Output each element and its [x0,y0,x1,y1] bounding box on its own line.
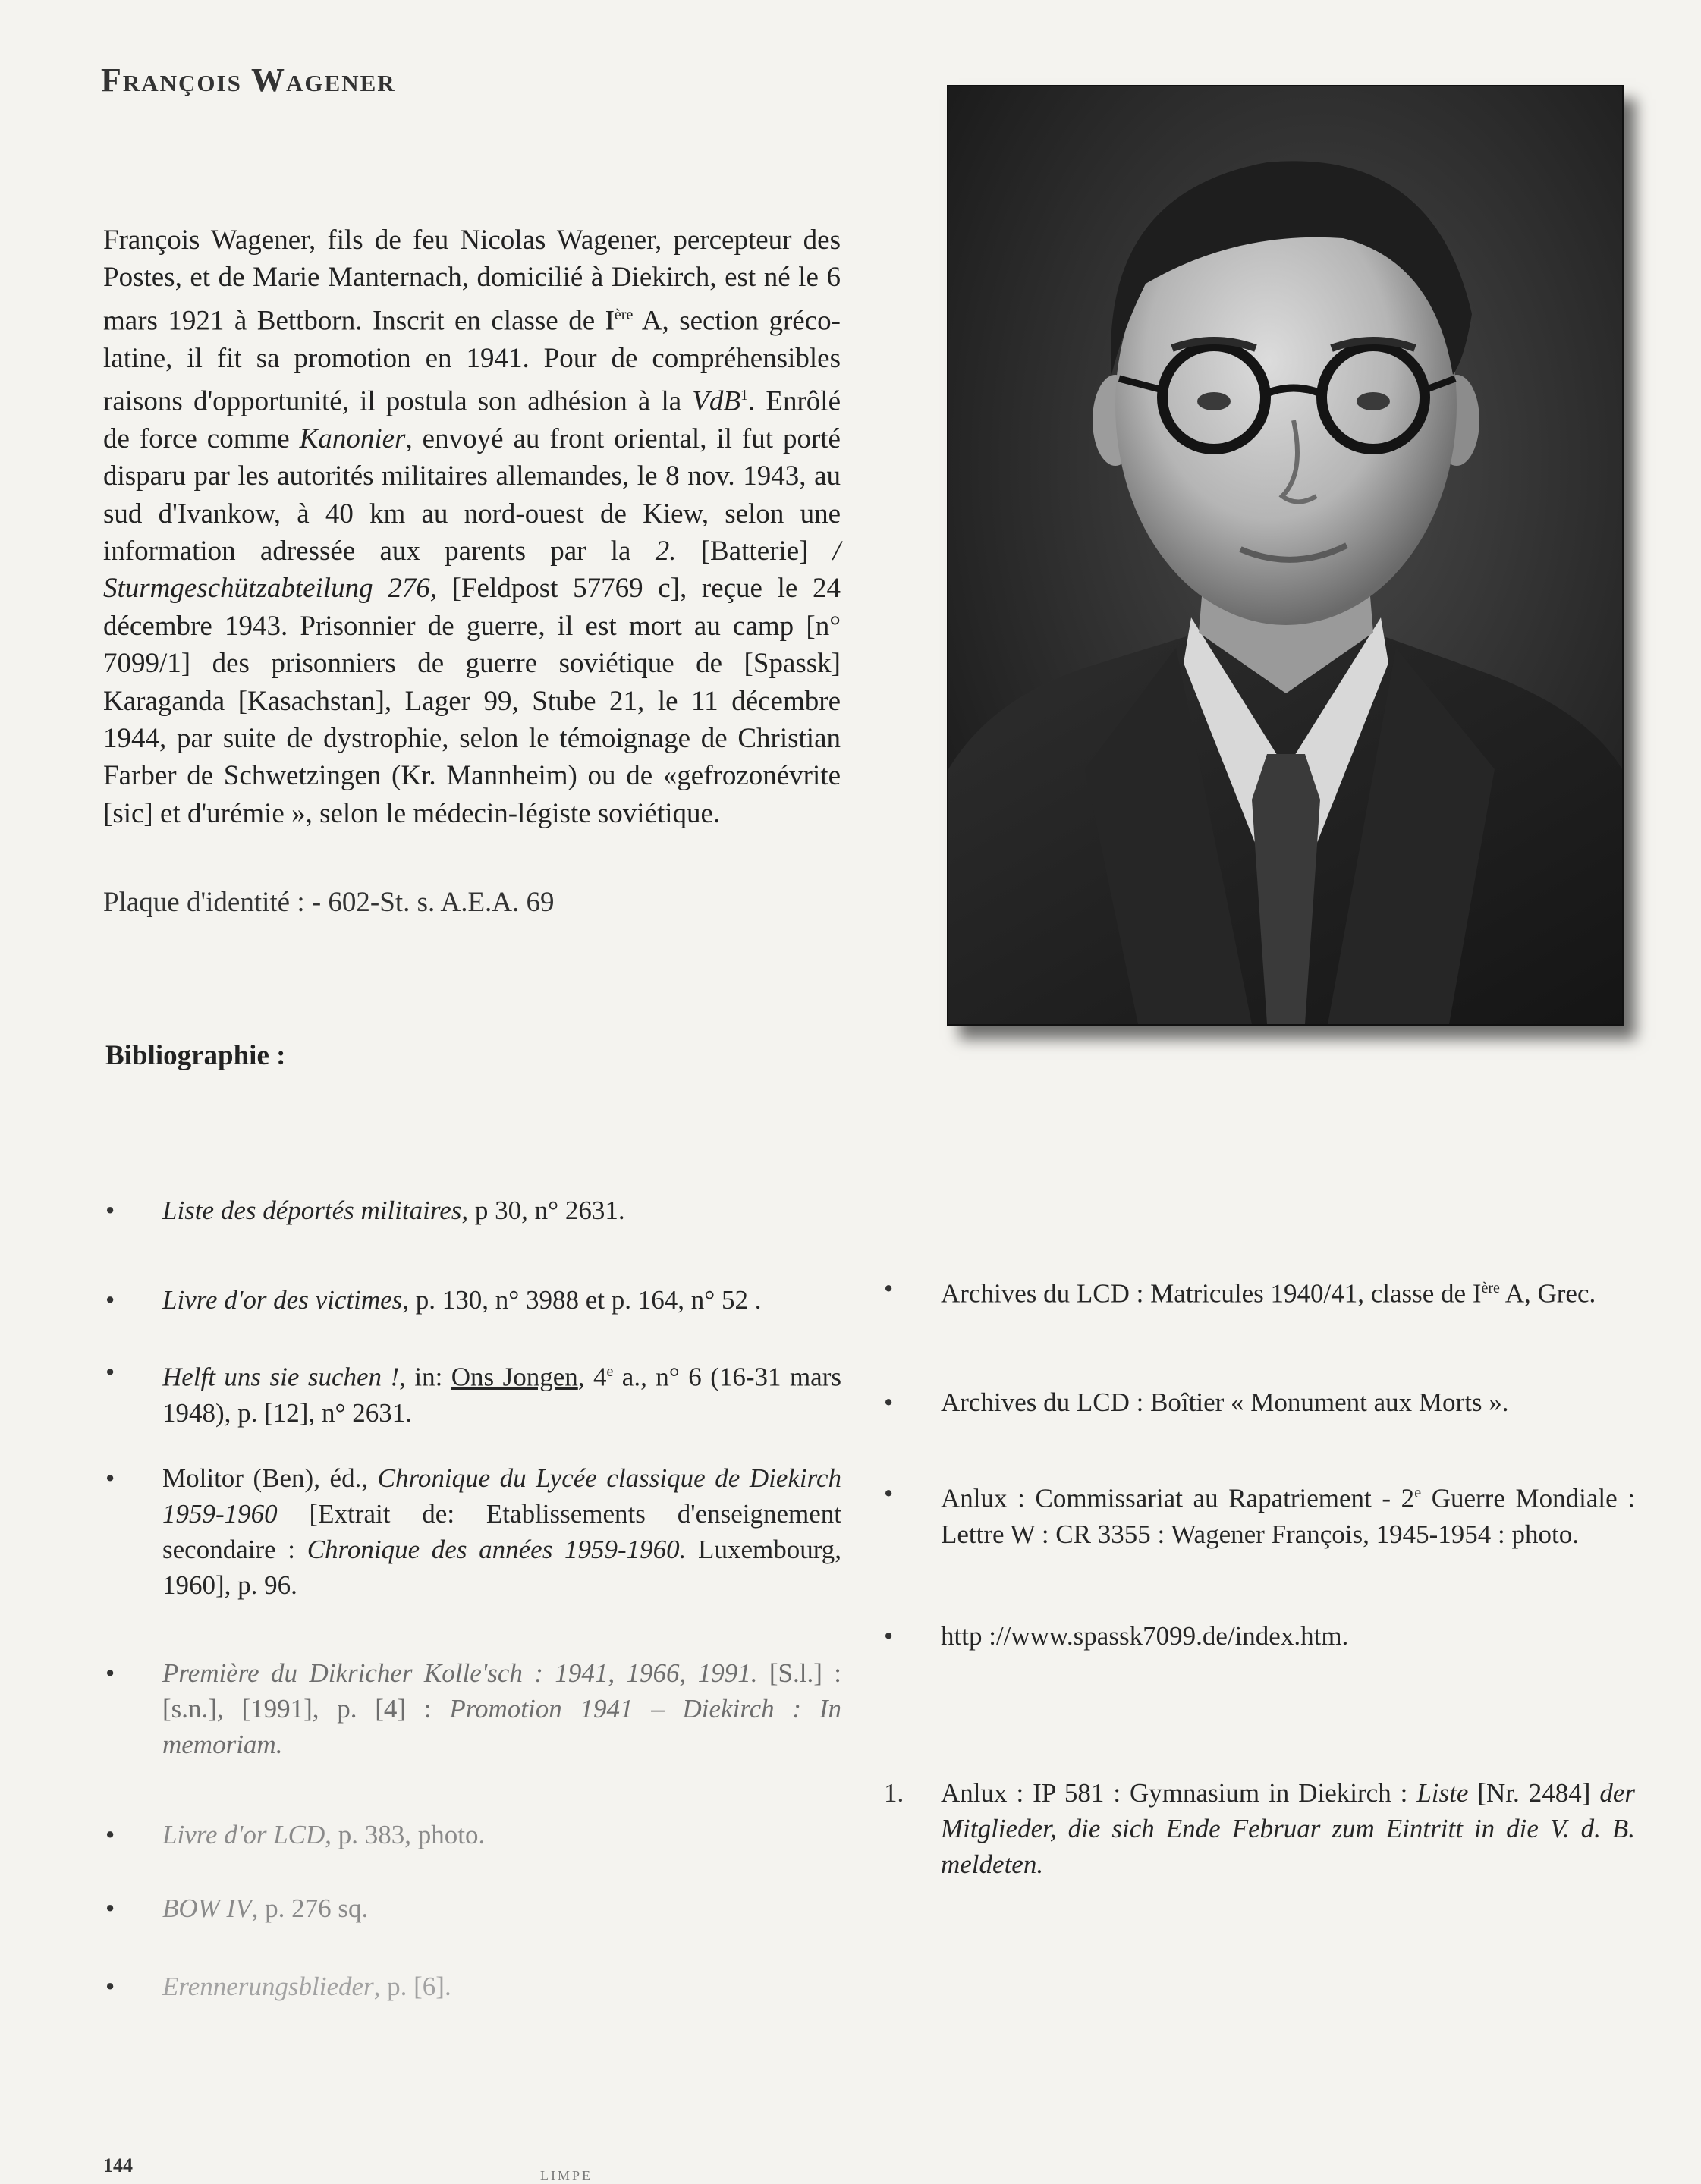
italic-title: Chronique des années 1959-1960. [307,1535,687,1564]
bullet: • [105,1463,115,1493]
list-item-text [162,1890,841,1926]
footnote-marker: 1. [884,1778,904,1808]
text-segment: , 4 [577,1362,607,1392]
list-item-text [941,1475,1635,1552]
bullet: • [105,1285,115,1315]
bullet: • [884,1621,894,1651]
list-item-text [941,1271,1635,1312]
list-item-text [941,1384,1635,1420]
superscript: ère [614,306,634,323]
list-item-text [162,1817,841,1852]
list-item-text [162,1354,841,1431]
list-item-text [162,1193,841,1228]
bio-segment: [Feldpost 57769 c], reçue le 24 décembre 1943. Prisonnier de guerre, il est mort au camp [n° 7099/1] des prisonniers de guerre soviétique de [Spassk] Karaganda [Kasachstan], Lager 99, Stube 21, le 11 décembre 1944, par suite de dystrophie, selon le témoignage de Christian Farber de Schwetzingen (Kr. Mannheim) ou de «gefrozonévrite [sic] et d'urémie », selon le médecin-légiste soviétique. [103,573,841,829]
text-segment: , in: [399,1362,451,1392]
list-item-text [162,1460,841,1603]
footnote-ref: 1 [740,386,748,404]
text-segment: , p. [6]. [373,1972,451,2001]
italic-title: Livre d'or des victimes [162,1285,403,1315]
page-number: 144 [103,2154,133,2176]
bio-segment: , envoyé au front oriental, il fut porté disparu par les autorités militaires allemandes, le 8 nov. 1943, au sud d'Ivankow, à 40 km au nord-ouest de Kiew, selon une information adressée aux parents par la [103,423,841,567]
bullet: • [884,1479,894,1508]
portrait-illustration [948,86,1622,1024]
text-segment: [Nr. 2484] [1468,1778,1600,1808]
text-segment: Archives du LCD : Matricules 1940/41, classe de I [941,1278,1482,1309]
bullet: • [105,1820,115,1849]
text-segment: Guerre Mondiale : Lettre W : CR 3355 : Wagener François, 1945-1954 : photo. [941,1483,1635,1549]
bullet: • [105,1658,115,1688]
bullet: • [884,1387,894,1417]
bibliography-heading: Bibliographie : [105,1040,286,1071]
bio-italic: / Sturmgeschützabteilung 276, [103,535,841,605]
bullet: • [884,1274,894,1303]
list-item-text [162,1655,841,1762]
text-segment: Molitor (Ben), éd., [162,1463,378,1493]
bullet: • [105,1196,115,1225]
text-segment: Anlux : Commissariat au Rapatriement - 2 [941,1483,1415,1513]
italic-title: BOW IV [162,1893,252,1923]
bullet: • [105,1357,115,1387]
bio-italic: Kanonier [299,423,406,454]
bio-segment: [Batterie] [676,535,833,567]
text-segment: , p 30, n° 2631. [461,1196,625,1225]
text-segment: Anlux : IP 581 : Gymnasium in Diekirch : [941,1778,1417,1808]
superscript: e [1414,1485,1422,1501]
bio-italic: VdB [692,385,740,417]
italic-title: Liste [1416,1778,1469,1808]
italic-title: der Mitglieder, die sich Ende Februar zum Eintritt in die V. d. B. meldeten. [941,1778,1635,1879]
bullet: • [105,1972,115,2001]
text-segment: [S.l.] : [s.n.], [1991], p. [4] : [162,1658,841,1724]
url-text: http ://www.spassk7099.de/index.htm. [941,1621,1349,1651]
text-segment: Luxembourg, 1960], p. 96. [162,1535,841,1600]
bio-segment: . Enrôlé de force comme [103,385,841,454]
underlined-title: Ons Jongen [451,1362,578,1392]
superscript: ère [1481,1280,1500,1296]
text-segment: a., n° 6 (16-31 mars 1948), p. [12], n° 2631. [162,1362,841,1428]
page-title: François Wagener [101,61,396,99]
text-segment: , p. 276 sq. [251,1893,369,1923]
text-segment: , p. 383, photo. [325,1820,486,1849]
italic-title: Liste des déportés militaires [162,1196,462,1225]
bio-segment: François Wagener, fils de feu Nicolas Wagener, percepteur des Postes, et de Marie Manternach, domicilié à Diekirch, est né le 6 mars 1921 à Bettborn. Inscrit en classe de I [103,225,841,337]
italic-title: Promotion 1941 – Diekirch : In memoriam. [162,1694,842,1759]
text-segment: A, Grec. [1499,1278,1596,1309]
italic-title: Chronique du Lycée classique de Diekirch 1959-1960 [162,1463,841,1529]
bullet: • [105,1893,115,1923]
portrait-photo [947,85,1624,1026]
italic-title: Première du Dikricher Kolle'sch : 1941, 1966, 1991. [162,1658,758,1688]
bio-italic: 2. [655,535,677,567]
biography-text [103,222,841,832]
footer-fragment: LIMPE [540,2168,593,2183]
bio-segment: A, section gréco-latine, il fit sa promotion en 1941. Pour de compréhensibles raisons d'opportunité, il postula son adhésion à la [103,305,841,417]
text-segment: , p. 130, n° 3988 et p. 164, n° 52 . [402,1285,762,1315]
list-item-text [162,1282,841,1318]
italic-title: Livre d'or LCD [162,1820,325,1849]
italic-title: Erennerungsblieder [162,1972,374,2001]
superscript: e [606,1363,614,1380]
footnote-text [941,1775,1635,1882]
italic-title: Helft uns sie suchen ! [162,1362,400,1392]
text-segment: [Extrait de: Etablissements d'enseignement secondaire : [162,1499,841,1564]
list-item-text [162,1969,841,2004]
identity-plaque: Plaque d'identité : - 602-St. s. A.E.A. 69 [103,887,555,918]
text-segment: Archives du LCD : Boîtier « Monument aux Morts ». [941,1387,1509,1417]
